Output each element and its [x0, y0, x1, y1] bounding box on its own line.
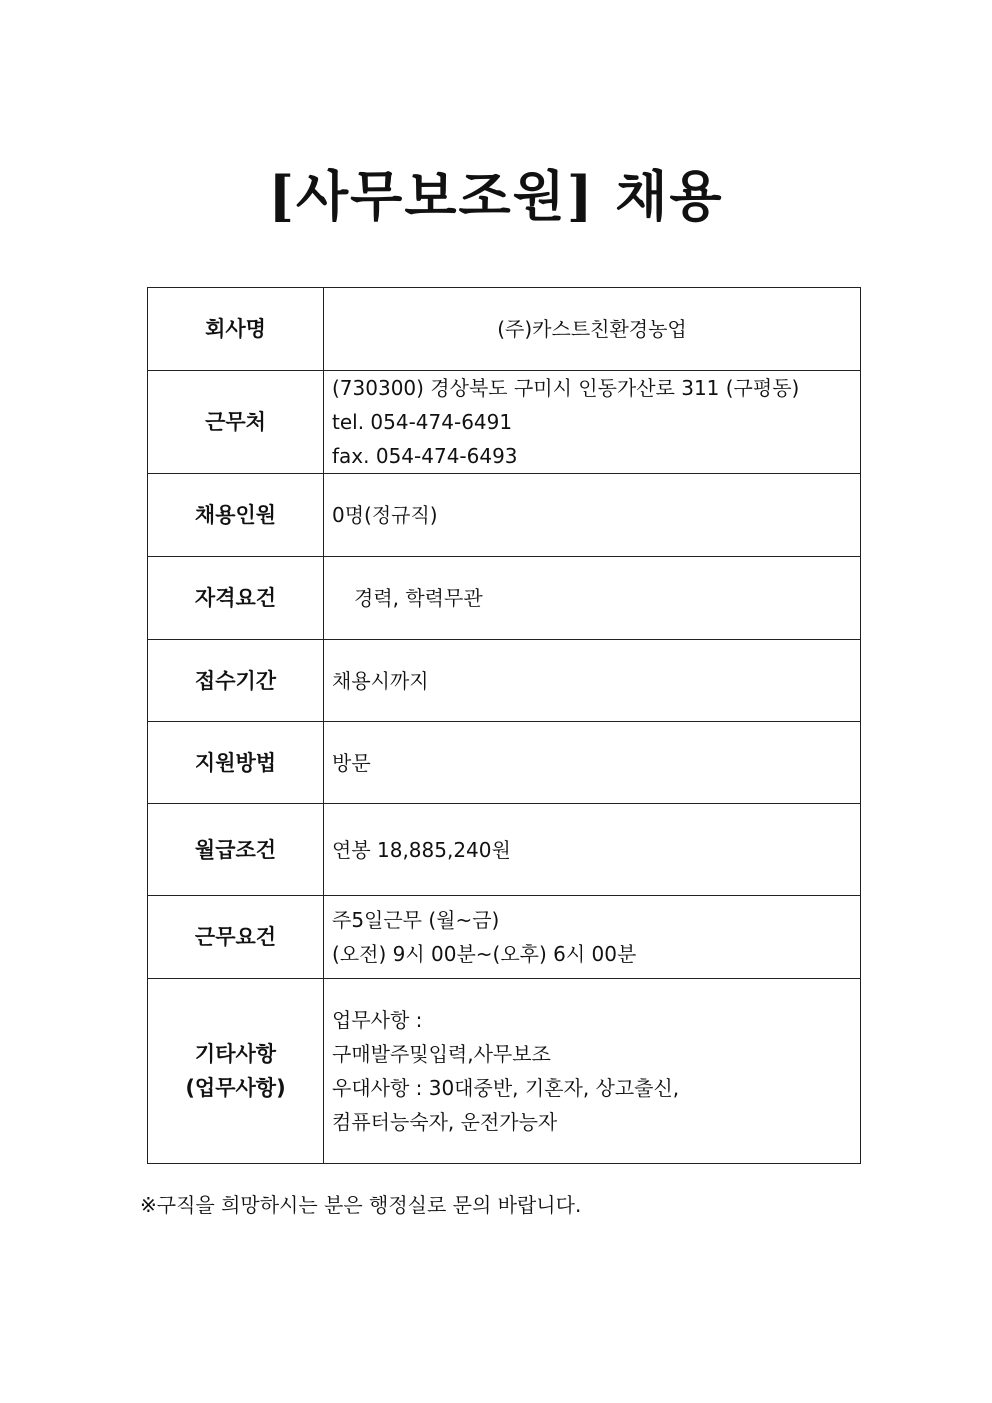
- workplace-fax: fax. 054-474-6493: [332, 444, 518, 468]
- table-row-work-conditions: [148, 896, 861, 979]
- label-workplace: 근무처: [148, 371, 324, 474]
- duties-text: 구매발주및입력,사무보조: [332, 1042, 551, 1066]
- value-workplace: [324, 371, 861, 474]
- label-application-period: 접수기간: [148, 640, 324, 722]
- preference-text: 우대사항 : 30대중반, 기혼자, 상고출신,: [332, 1076, 680, 1100]
- label-headcount: 채용인원: [148, 474, 324, 557]
- table-row-application-method: [148, 722, 861, 804]
- company-name: (주)카스트친환경농업: [497, 317, 687, 341]
- value-application-period: [324, 640, 861, 722]
- workplace-address: (730300) 경상북도 구미시 인동가산로 311 (구평동): [332, 376, 800, 400]
- work-days-text: 주5일근무 (월~금): [332, 908, 500, 932]
- workplace-tel: tel. 054-474-6491: [332, 410, 513, 434]
- work-hours-text: (오전) 9시 00분~(오후) 6시 00분: [332, 942, 637, 966]
- table-row-company: [148, 288, 861, 371]
- job-info-table: [147, 287, 861, 1164]
- value-headcount: [324, 474, 861, 557]
- value-qualification: [324, 557, 861, 640]
- inquiry-note: ※구직을 희망하시는 분은 행정실로 문의 바랍니다.: [140, 1193, 582, 1217]
- value-other: [324, 979, 861, 1164]
- label-application-method: 지원방법: [148, 722, 324, 804]
- table-row-headcount: [148, 474, 861, 557]
- application-method-text: 방문: [332, 750, 371, 775]
- value-salary: [324, 804, 861, 896]
- label-company: 회사명: [148, 288, 324, 371]
- label-other-line1: 기타사항: [194, 1042, 277, 1066]
- table-row-application-period: [148, 640, 861, 722]
- duties-heading: 업무사항 :: [332, 1008, 423, 1032]
- preference-text-cont: 컴퓨터능숙자, 운전가능자: [332, 1110, 558, 1134]
- table-row-qualification: [148, 557, 861, 640]
- salary-text: 연봉 18,885,240원: [332, 837, 511, 862]
- qualification-text: 경력, 학력무관: [354, 586, 483, 610]
- table-row-workplace: [148, 371, 861, 474]
- value-application-method: [324, 722, 861, 804]
- label-other-line2: (업무사항): [185, 1076, 286, 1100]
- page-title: [사무보조원] 채용: [268, 164, 724, 228]
- application-period-text: 채용시까지: [332, 668, 429, 693]
- label-salary: 월급조건: [148, 804, 324, 896]
- table-row-salary: [148, 804, 861, 896]
- value-work-conditions: [324, 896, 861, 979]
- label-work-conditions: 근무요건: [148, 896, 324, 979]
- headcount-text: 0명(정규직): [332, 503, 438, 527]
- label-other: [148, 979, 324, 1164]
- table-row-other: [148, 979, 861, 1164]
- label-qualification: 자격요건: [148, 557, 324, 640]
- value-company: [324, 288, 861, 371]
